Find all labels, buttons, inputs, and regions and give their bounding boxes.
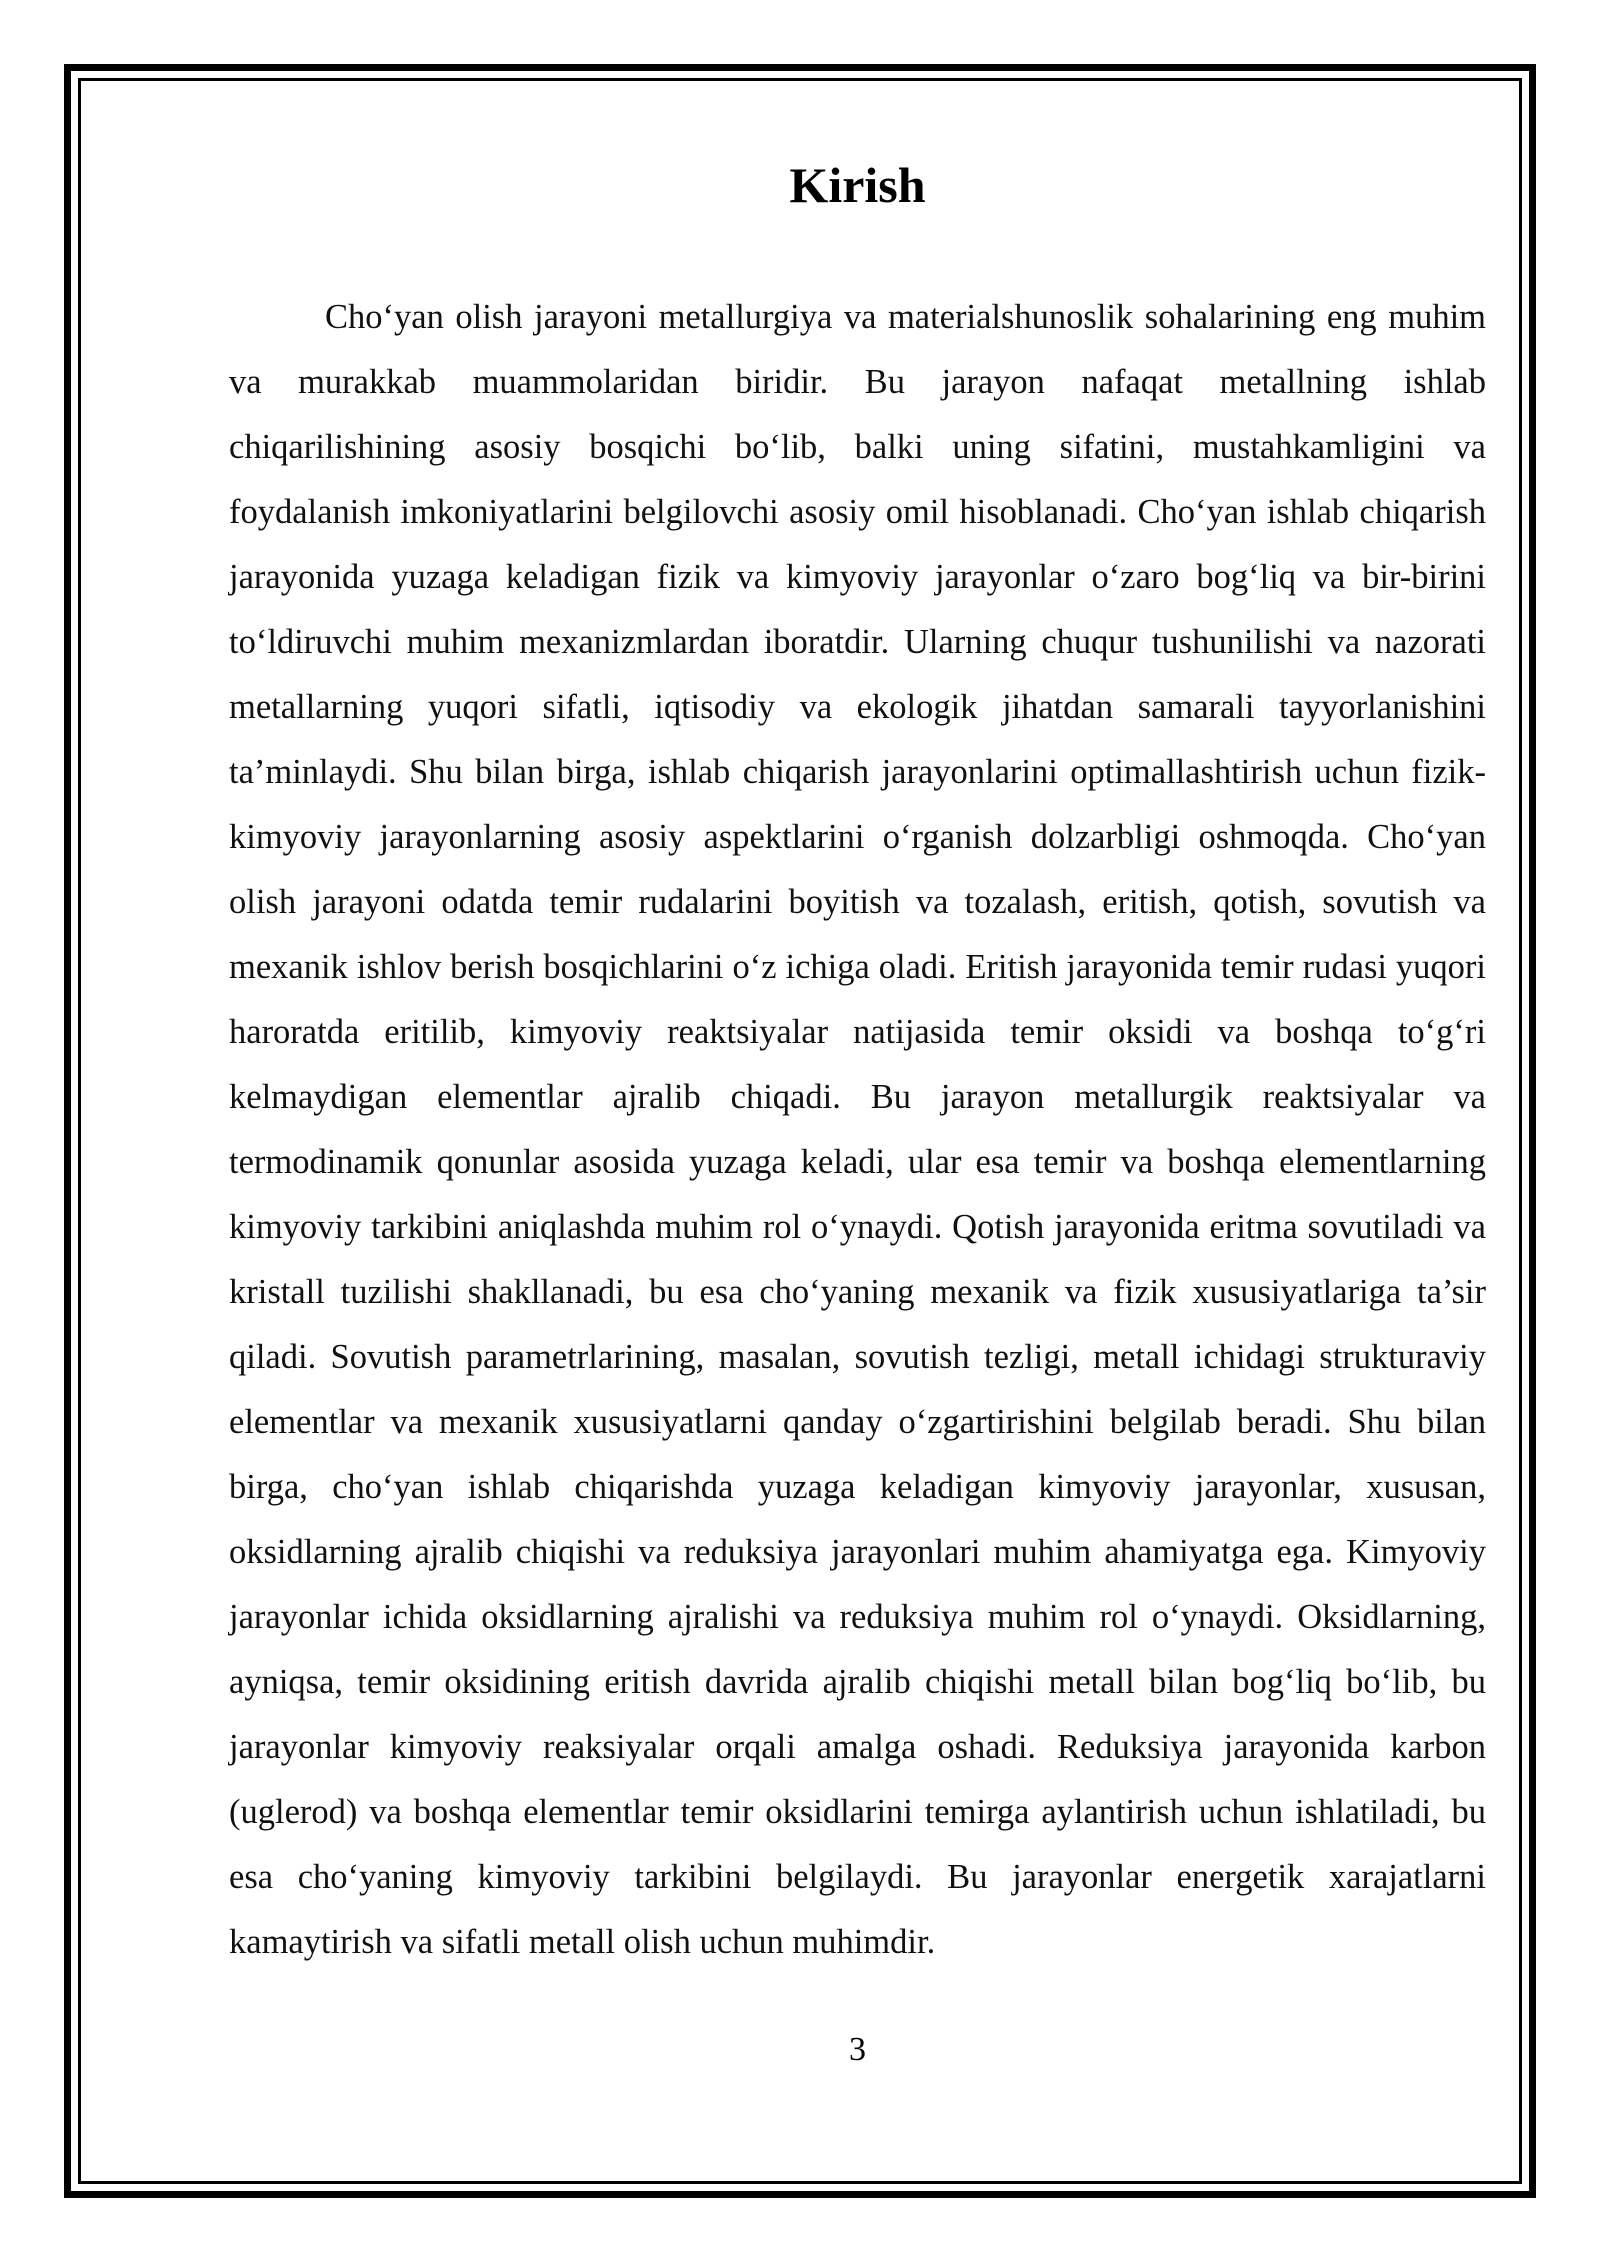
body-paragraph: Cho‘yan olish jarayoni metallurgiya va materialshunoslik sohalarining eng muhim va murakkab muammolaridan biridir. Bu jarayon nafaqat metallning ishlab chiqarilishining asosiy bosqichi bo‘lib, balki uning sifatini, mustahkamligini va foydalanish imkoniyatlarini belgilovchi asosiy omil hisoblanadi. Cho‘yan ishlab chiqarish jarayonida yuzaga keladigan fizik va kimyoviy jarayonlar o‘zaro bog‘liq va bir-birini to‘ldiruvchi muhim mexanizmlardan iboratdir. Ularning chuqur tushunilishi va nazorati metallarning yuqori sifatli, iqtisodiy va ekologik jihatdan samarali tayyorlanishini ta’minlaydi. Shu bilan birga, ishlab chiqarish jarayonlarini optimallashtirish uchun fizik-kimyoviy jarayonlarning asosiy aspektlarini o‘rganish dolzarbligi oshmoqda. Cho‘yan olish jarayoni odatda temir rudalarini boyitish va tozalash, eritish, qotish, sovutish va mexanik ishlov berish bosqichlarini o‘z ichiga oladi. Eritish jarayonida temir rudasi yuqori haroratda eritilib, kimyoviy reaktsiyalar natijasida temir oksidi va boshqa to‘g‘ri kelmaydigan elementlar ajralib chiqadi. Bu jarayon metallurgik reaktsiyalar va termodinamik qonunlar asosida yuzaga keladi, ular esa temir va boshqa elementlarning kimyoviy tarkibini aniqlashda muhim rol o‘ynaydi. Qotish jarayonida eritma sovutiladi va kristall tuzilishi shakllanadi, bu esa cho‘yaning mexanik va fizik xususiyatlariga ta’sir qiladi. Sovutish parametrlarining, masalan, sovutish tezligi, metall ichidagi strukturaviy elementlar va mexanik xususiyatlarni qanday o‘zgartirishini belgilab beradi. Shu bilan birga, cho‘yan ishlab chiqarishda yuzaga keladigan kimyoviy jarayonlar, xususan, oksidlarning ajralib chiqishi va reduksiya jarayonlari muhim ahamiyatga ega. Kimyoviy jarayonlar ichida oksidlarning ajralishi va reduksiya muhim rol o‘ynaydi. Oksidlarning, ayniqsa, temir oksidining eritish davrida ajralib chiqishi metall bilan bog‘liq bo‘lib, bu jarayonlar kimyoviy reaksiyalar orqali amalga oshadi. Reduksiya jarayonida karbon (uglerod) va boshqa elementlar temir oksidlarini temirga aylantirish uchun ishlatiladi, bu esa cho‘yaning kimyoviy tarkibini belgilaydi. Bu jarayonlar energetik xarajatlarni kamaytirish va sifatli metall olish uchun muhimdir. bbox=[229, 298, 1486, 1961]
page-title: Kirish bbox=[789, 157, 926, 213]
page-number: 3 bbox=[849, 2031, 866, 2068]
